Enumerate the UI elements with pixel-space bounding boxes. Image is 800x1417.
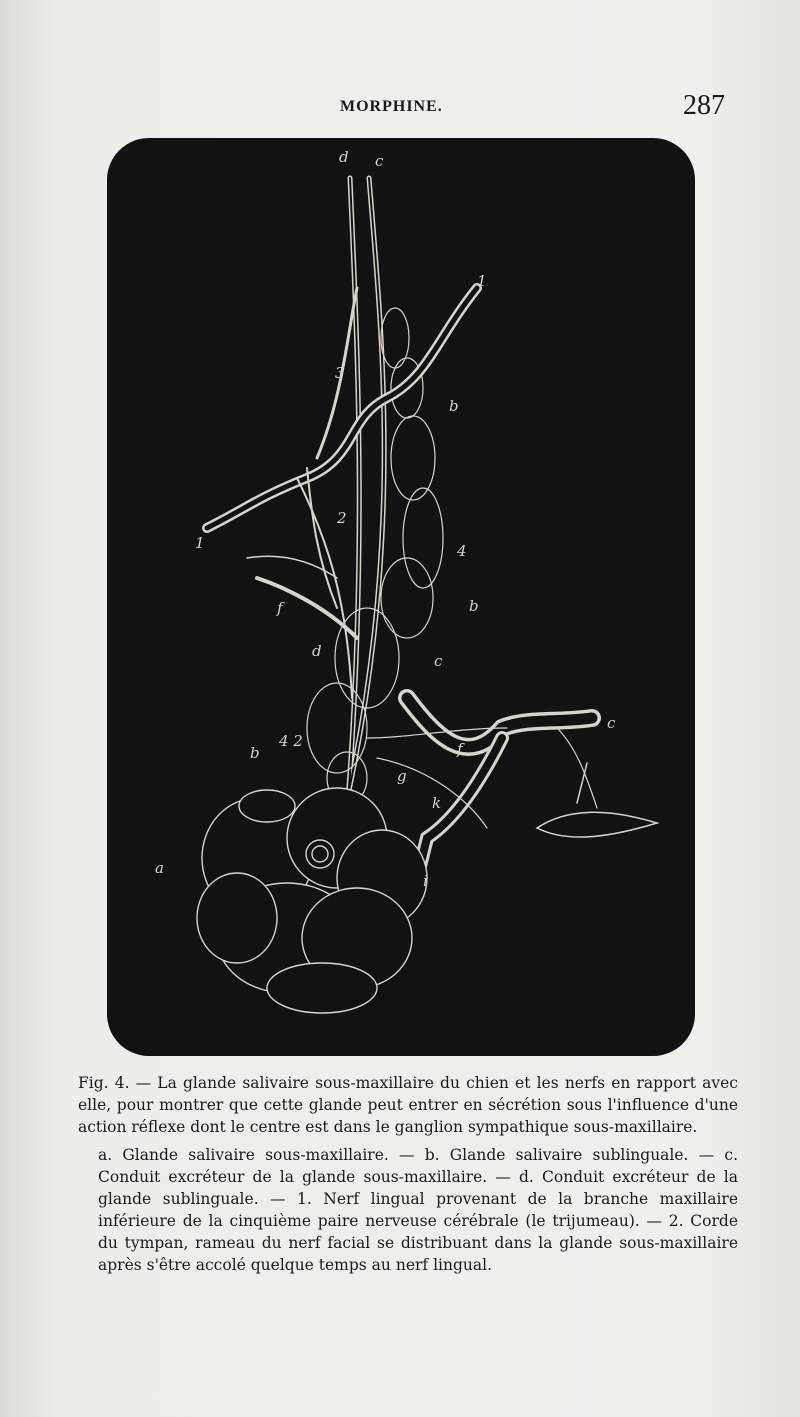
label-2: 2 xyxy=(337,509,347,527)
label-b-top: b xyxy=(449,397,459,415)
figure-plate xyxy=(107,138,695,1056)
label-3: 3 xyxy=(335,364,345,382)
label-f-left: f xyxy=(277,599,283,617)
label-i: i xyxy=(423,872,428,890)
ganglion xyxy=(537,812,657,837)
label-1-top: 1 xyxy=(477,272,487,290)
running-title: MORPHINE. xyxy=(340,98,443,115)
label-b-low: b xyxy=(250,744,260,762)
label-k: k xyxy=(432,794,442,812)
label-a: a xyxy=(155,859,164,877)
figure-caption xyxy=(78,1072,738,1276)
label-4: 4 xyxy=(457,542,467,560)
submaxillary-gland xyxy=(197,788,427,1013)
page-number: 287 xyxy=(683,90,725,121)
lingual-nerve xyxy=(207,288,477,528)
label-c-top: c xyxy=(375,152,384,170)
label-1-left: 1 xyxy=(195,534,205,552)
label-c-right: c xyxy=(607,714,616,732)
figure-legend: a. Glande salivaire sous-maxillaire. — b. Glande salivaire sublinguale. — c. Conduit excréteur de la glande sous-maxillaire. — d. Conduit excréteur de la glande sublinguale. — 1. Nerf lingual provenant de la branche maxillaire inférieure de la cinquième paire nerveuse cérébrale (le trijumeau). — 2. Corde du tympan, rameau du nerf facial se distribuant dans la glande sous-maxillaire après s'être accolé quelque temps au nerf lingual. xyxy=(98,1146,738,1274)
label-b-mid: b xyxy=(469,597,479,615)
label-c-mid: c xyxy=(434,652,443,670)
label-f-mid: f xyxy=(457,740,463,758)
label-4-2: 4 2 xyxy=(279,732,303,750)
figure-title: Fig. 4. — La glande salivaire sous-maxillaire du chien et les nerfs en rapport avec elle, pour montrer que cette glande peut entrer en sécrétion sous l'influence d'une action réflexe dont le centre est dans le ganglion sympathique sous-maxillaire. xyxy=(78,1074,738,1136)
label-d-mid: d xyxy=(312,642,322,660)
page-header xyxy=(0,90,800,126)
label-g: g xyxy=(397,767,407,785)
label-d-top: d xyxy=(339,148,349,166)
anatomical-engraving xyxy=(107,138,695,1056)
